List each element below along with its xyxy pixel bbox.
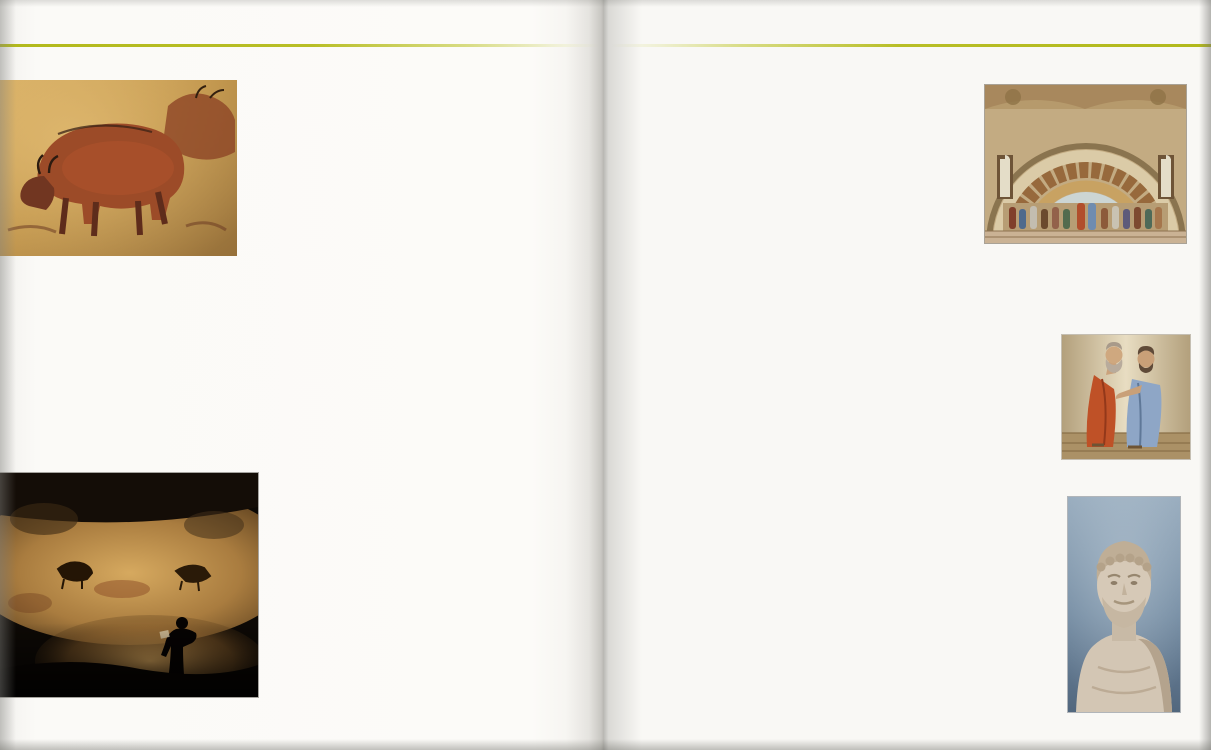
left-page-text-bottom	[262, 474, 598, 700]
plato-aristotle-detail-painting	[1062, 335, 1190, 459]
right-page-text-top	[625, 69, 975, 231]
header-rule-right	[611, 44, 1211, 47]
plato-bust-photo	[1068, 497, 1180, 712]
altamira-cave-painting-photo	[0, 80, 237, 256]
left-page-text-middle	[169, 296, 598, 473]
header-rule-left	[0, 44, 600, 47]
school-of-athens-painting	[985, 85, 1186, 243]
lascaux-cave-photo	[0, 473, 258, 697]
right-page-text-main	[625, 232, 1040, 720]
left-page-text-top	[262, 69, 598, 296]
